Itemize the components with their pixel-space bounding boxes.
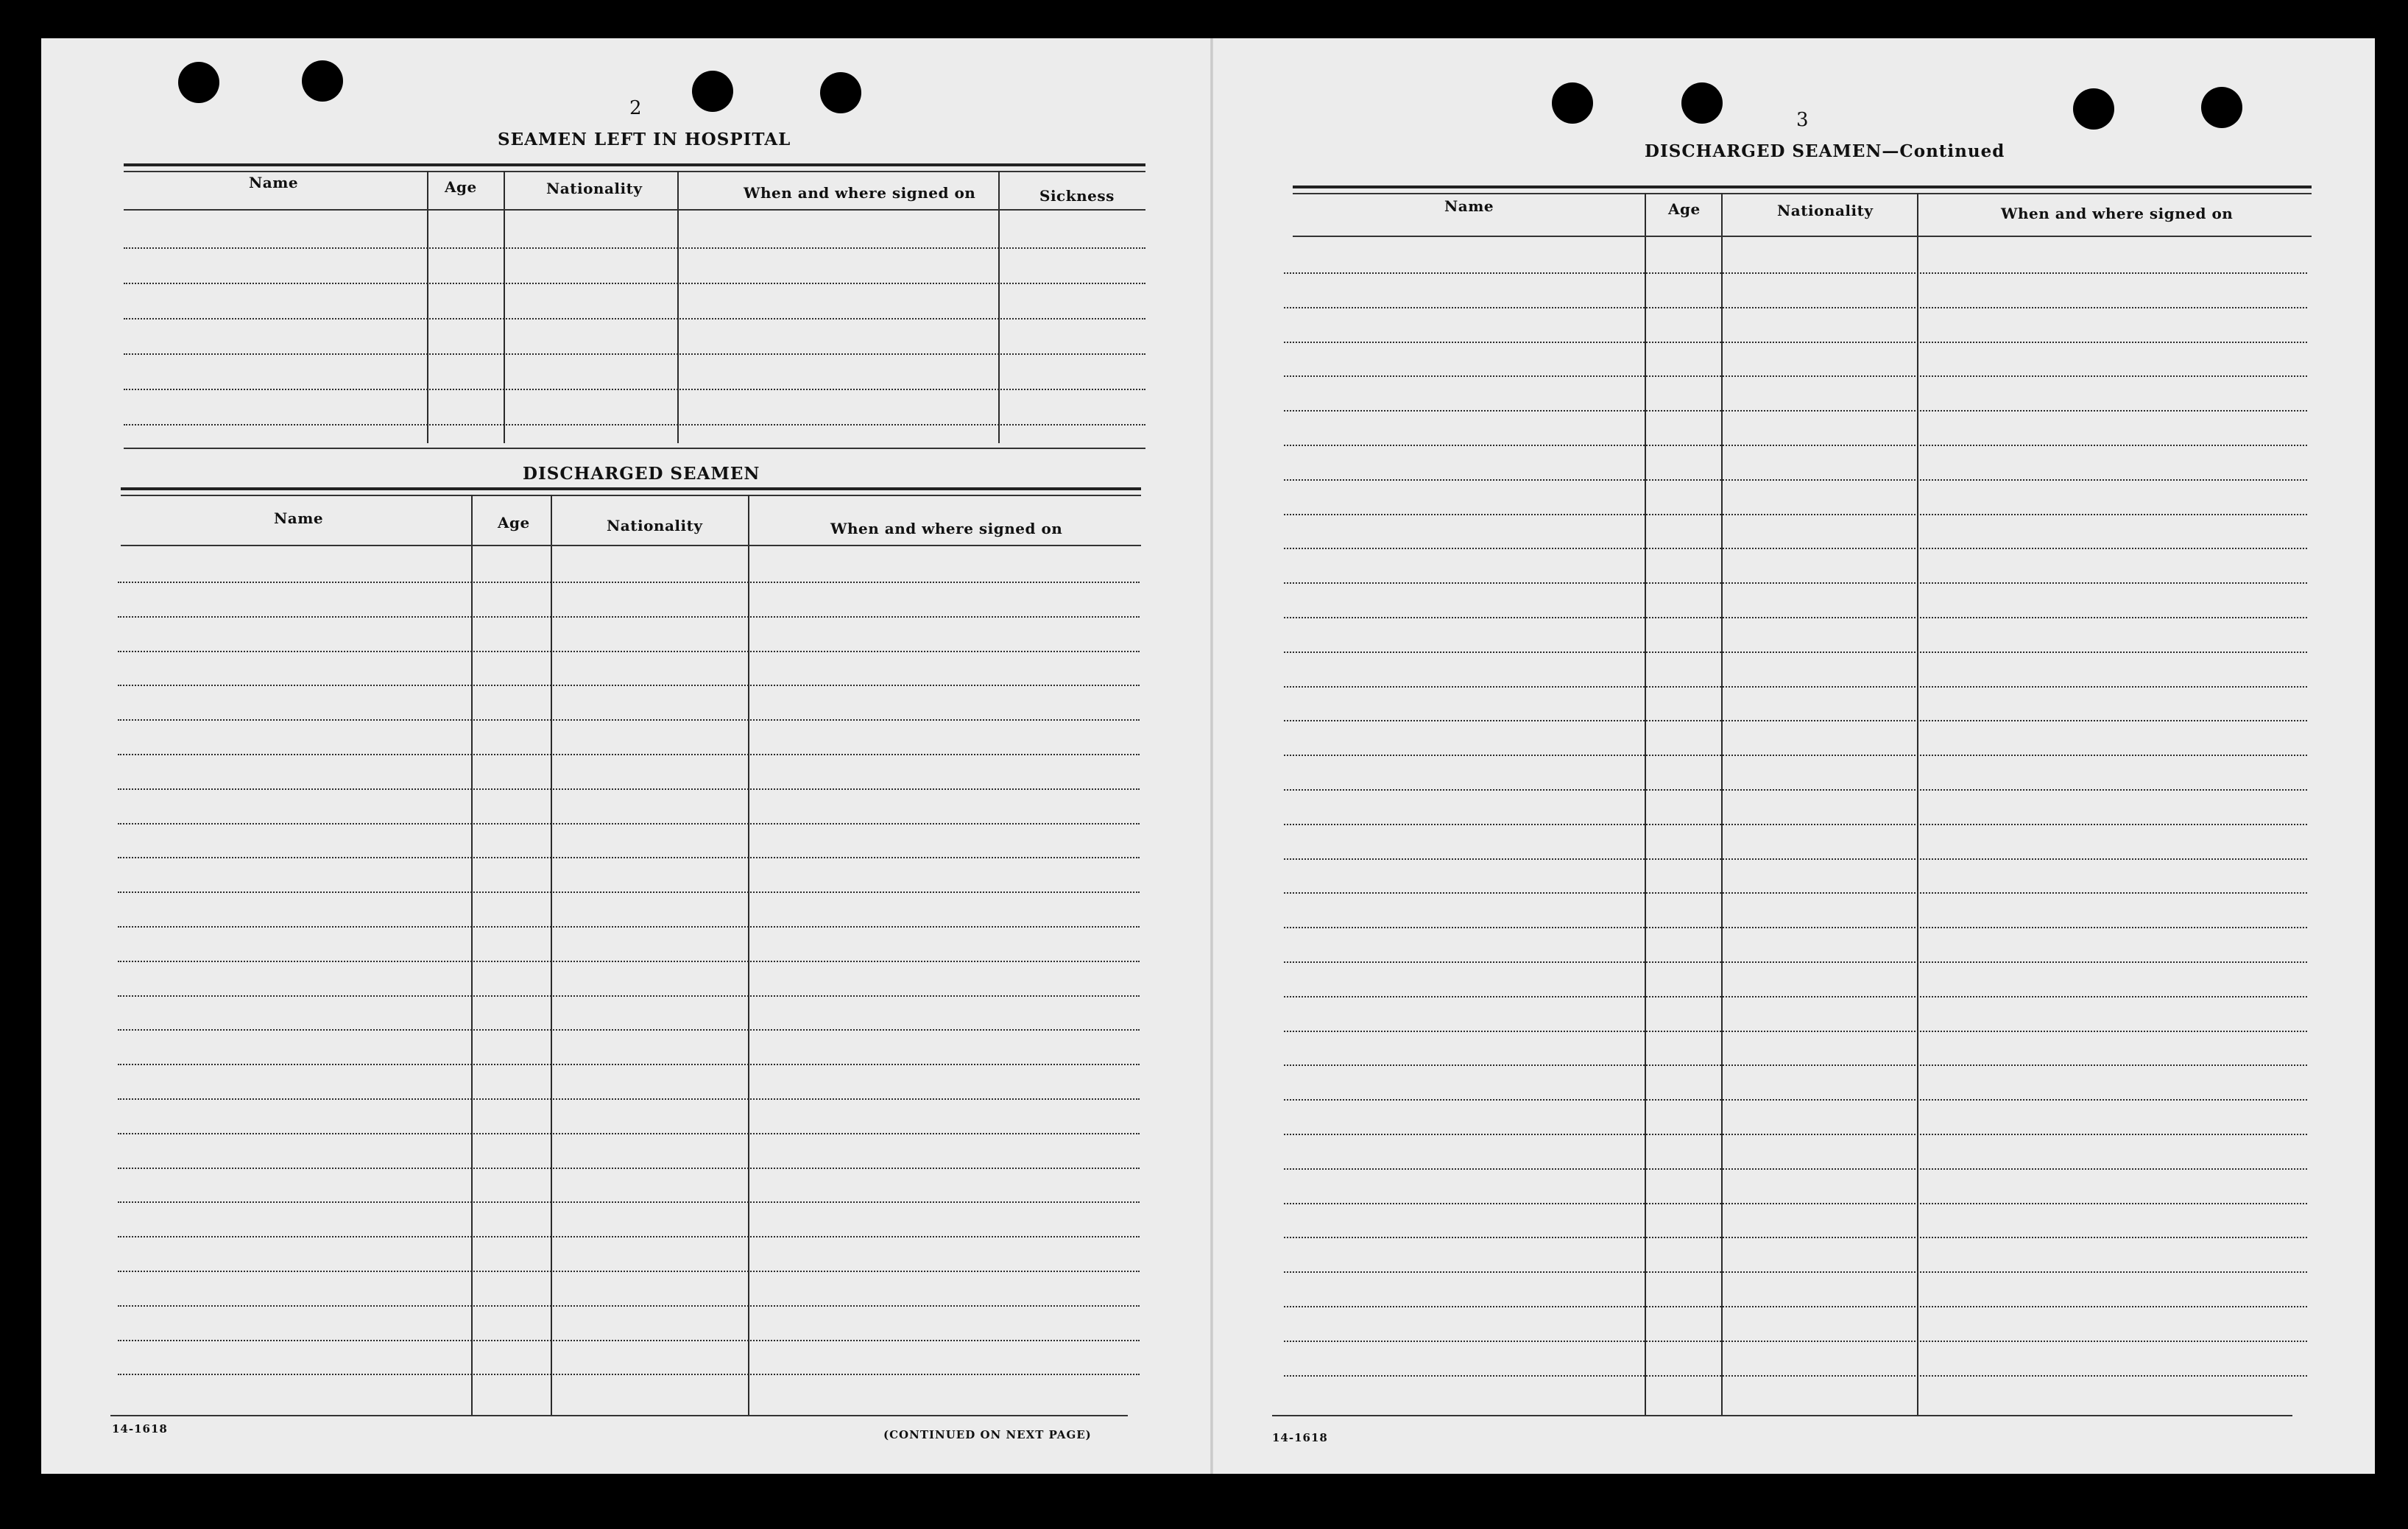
hospital-row-line: [124, 247, 1145, 249]
row-line: [1284, 651, 2307, 653]
hospital-col-name: Name: [249, 174, 299, 191]
row-line: [1284, 445, 2307, 446]
discharged-col-divider-2: [551, 495, 552, 1415]
row-line: [1284, 686, 2307, 688]
hospital-col-age: Age: [445, 178, 477, 196]
row-line: [1284, 1306, 2307, 1307]
punch-hole-left-4: [820, 72, 861, 113]
punch-hole-right-2: [1681, 82, 1723, 124]
row-line: [1284, 272, 2307, 274]
hospital-col-divider-3: [677, 171, 679, 443]
hospital-row-line: [124, 283, 1145, 284]
form-number-right: 14-1618: [1272, 1431, 1328, 1444]
row-line: [1284, 548, 2307, 549]
row-line: [118, 616, 1140, 618]
document-sheet: [41, 38, 2375, 1474]
hospital-col-sickness: Sickness: [1039, 187, 1115, 205]
row-line: [1284, 1099, 2307, 1101]
row-line: [1284, 1375, 2307, 1377]
row-line: [1284, 514, 2307, 515]
row-line: [1284, 375, 2307, 377]
row-line: [1284, 1031, 2307, 1032]
row-line: [1284, 1203, 2307, 1204]
discharged-col-divider-3: [748, 495, 749, 1415]
row-line: [1284, 789, 2307, 791]
hospital-row-line: [124, 389, 1145, 390]
discharged-header-rule: [121, 545, 1141, 546]
center-fold: [1210, 38, 1213, 1474]
discharged-bottom-rule: [110, 1415, 1128, 1416]
continued-col-age: Age: [1668, 200, 1701, 218]
discharged-continued-title: DISCHARGED SEAMEN—Continued: [1645, 141, 2005, 161]
hospital-section-title: SEAMEN LEFT IN HOSPITAL: [498, 130, 791, 149]
hospital-bottom-rule: [124, 448, 1145, 449]
punch-hole-left-2: [302, 60, 343, 102]
hospital-row-line: [124, 318, 1145, 319]
punch-hole-left-1: [178, 62, 219, 103]
row-line: [118, 1168, 1140, 1169]
punch-hole-left-3: [692, 71, 733, 112]
row-line: [118, 1374, 1140, 1375]
row-line: [1284, 996, 2307, 997]
row-line: [118, 1305, 1140, 1307]
row-line: [1284, 307, 2307, 308]
row-line: [1284, 720, 2307, 721]
row-line: [1284, 410, 2307, 412]
row-line: [1284, 1134, 2307, 1135]
row-line: [1284, 858, 2307, 860]
hospital-top-rule-2: [124, 171, 1145, 172]
row-line: [118, 1201, 1140, 1203]
continued-col-nationality: Nationality: [1777, 202, 1874, 219]
discharged-col-divider-1: [471, 495, 473, 1415]
hospital-col-signed-on: When and where signed on: [744, 184, 976, 202]
continued-col-signed-on: When and where signed on: [2001, 205, 2234, 222]
discharged-col-name: Name: [274, 509, 324, 527]
discharged-col-nationality: Nationality: [607, 517, 703, 534]
row-line: [1284, 824, 2307, 825]
row-line: [118, 891, 1140, 893]
row-line: [1284, 582, 2307, 584]
row-line: [118, 1064, 1140, 1065]
row-line: [1284, 1341, 2307, 1342]
row-line: [118, 1098, 1140, 1100]
row-line: [118, 926, 1140, 928]
discharged-section-title: DISCHARGED SEAMEN: [523, 464, 760, 484]
row-line: [1284, 892, 2307, 894]
row-line: [118, 1271, 1140, 1272]
continued-top-rule: [1293, 186, 2312, 188]
row-line: [118, 651, 1140, 652]
row-line: [118, 788, 1140, 790]
row-line: [1284, 342, 2307, 343]
hospital-col-divider-2: [504, 171, 505, 443]
page-number-right: 3: [1796, 109, 1809, 131]
continued-top-rule-2: [1293, 193, 2312, 194]
row-line: [1284, 617, 2307, 618]
discharged-col-age: Age: [498, 514, 530, 532]
continued-bottom-rule: [1272, 1415, 2292, 1416]
row-line: [1284, 1168, 2307, 1170]
hospital-top-rule: [124, 163, 1145, 166]
continued-note: (CONTINUED ON NEXT PAGE): [883, 1428, 1092, 1441]
row-line: [118, 1236, 1140, 1237]
row-line: [1284, 927, 2307, 928]
row-line: [1284, 961, 2307, 963]
hospital-row-line: [124, 424, 1145, 425]
row-line: [1284, 1064, 2307, 1066]
continued-col-name: Name: [1444, 197, 1494, 215]
row-line: [118, 685, 1140, 686]
row-line: [1284, 755, 2307, 756]
row-line: [1284, 1237, 2307, 1238]
hospital-header-rule: [124, 209, 1145, 211]
punch-hole-right-4: [2201, 87, 2242, 128]
row-line: [1284, 1271, 2307, 1273]
discharged-top-rule: [121, 487, 1141, 490]
row-line: [118, 1340, 1140, 1341]
row-line: [118, 1029, 1140, 1031]
hospital-col-nationality: Nationality: [546, 180, 643, 197]
hospital-col-divider-1: [427, 171, 428, 443]
discharged-col-signed-on: When and where signed on: [830, 520, 1063, 537]
row-line: [118, 1133, 1140, 1134]
row-line: [118, 719, 1140, 721]
row-line: [1284, 479, 2307, 481]
row-line: [118, 857, 1140, 858]
form-number-left: 14-1618: [112, 1422, 168, 1436]
row-line: [118, 582, 1140, 583]
punch-hole-right-1: [1552, 82, 1593, 124]
row-line: [118, 961, 1140, 962]
punch-hole-right-3: [2073, 88, 2114, 130]
continued-header-rule: [1293, 236, 2312, 237]
hospital-row-line: [124, 353, 1145, 355]
hospital-col-divider-4: [998, 171, 1000, 443]
row-line: [118, 823, 1140, 824]
discharged-top-rule-2: [121, 495, 1141, 496]
page-number-left: 2: [629, 97, 642, 119]
row-line: [118, 754, 1140, 755]
row-line: [118, 995, 1140, 997]
